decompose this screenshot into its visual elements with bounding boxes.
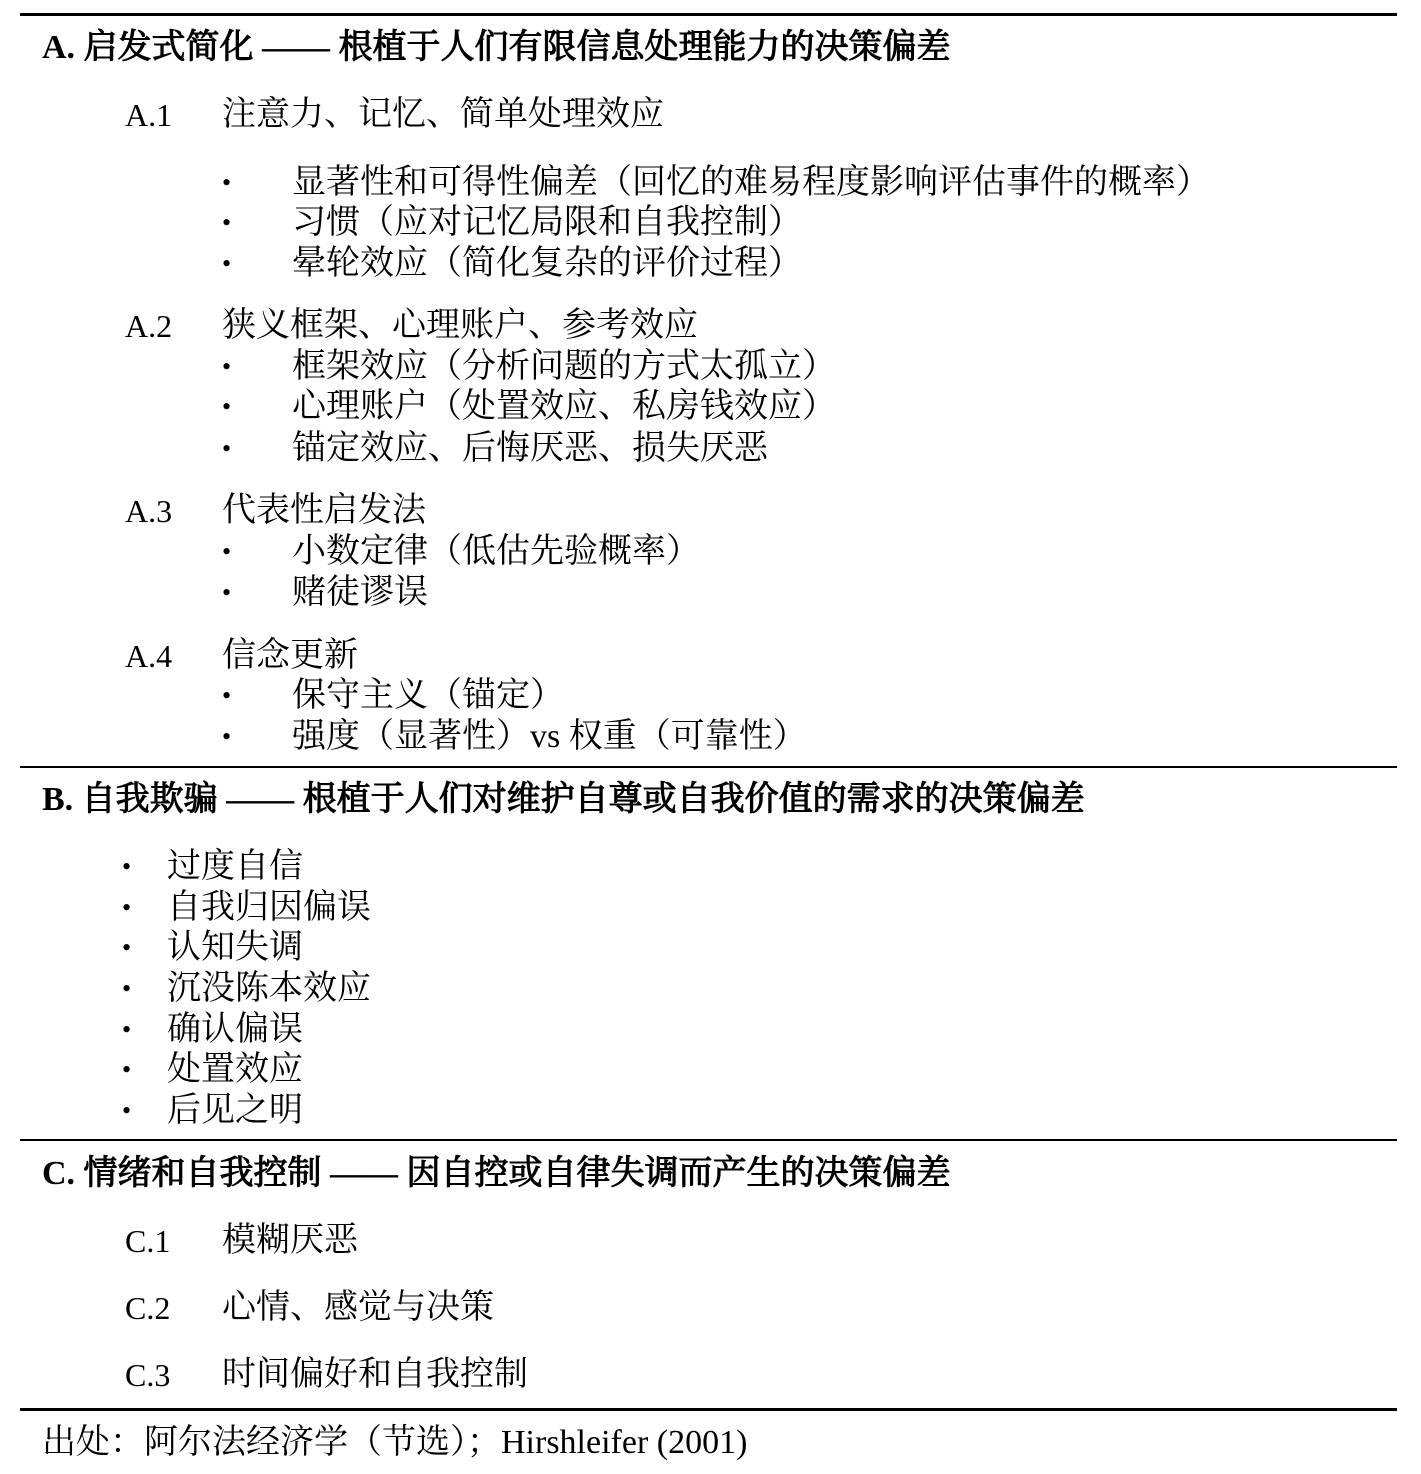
bullet-icon: • xyxy=(222,249,232,278)
bullet-icon: • xyxy=(122,1015,132,1044)
bullet-icon: • xyxy=(222,578,232,607)
group-title: 代表性启发法 xyxy=(222,492,426,529)
list-item-text: 强度（显著性）vs 权重（可靠性） xyxy=(292,718,807,755)
group-label: C.2 xyxy=(125,1290,171,1326)
group-c2 xyxy=(0,1288,1421,1328)
group-label: A.1 xyxy=(125,97,173,133)
list-item-text: 后见之明 xyxy=(167,1092,303,1129)
list-item-text: 习惯（应对记忆局限和自我控制） xyxy=(292,204,802,241)
list-item-text: 赌徒谬误 xyxy=(292,574,428,611)
bullet-icon: • xyxy=(222,537,232,566)
list-item xyxy=(0,163,1421,203)
list-item xyxy=(0,888,1421,928)
bullet-icon: • xyxy=(122,933,132,962)
group-a2 xyxy=(0,306,1421,346)
list-item xyxy=(0,1010,1421,1050)
bullet-icon: • xyxy=(222,722,232,751)
bullet-icon: • xyxy=(122,1055,132,1084)
bullet-icon: • xyxy=(122,852,132,881)
list-item-text: 沉没陈本效应 xyxy=(167,970,371,1007)
group-c3 xyxy=(0,1355,1421,1395)
list-item-text: 过度自信 xyxy=(167,848,303,885)
list-item xyxy=(0,1091,1421,1131)
group-title: 模糊厌恶 xyxy=(222,1222,358,1259)
list-item-text: 保守主义（锚定） xyxy=(292,677,564,714)
group-title: 狭义框架、心理账户、参考效应 xyxy=(222,307,698,344)
list-item xyxy=(0,387,1421,427)
group-title: 时间偏好和自我控制 xyxy=(222,1356,528,1393)
list-item xyxy=(0,676,1421,716)
list-item xyxy=(0,969,1421,1009)
list-item-text: 框架效应（分析问题的方式太孤立） xyxy=(292,348,836,385)
bullet-icon: • xyxy=(222,681,232,710)
group-a4 xyxy=(0,636,1421,676)
list-item-text: 认知失调 xyxy=(167,929,303,966)
list-item xyxy=(0,847,1421,887)
bullet-icon: • xyxy=(222,208,232,237)
group-title: 心情、感觉与决策 xyxy=(222,1289,494,1326)
list-item xyxy=(0,1050,1421,1090)
list-item-text: 小数定律（低估先验概率） xyxy=(292,533,700,570)
bullet-icon: • xyxy=(222,352,232,381)
list-item-text: 处置效应 xyxy=(167,1051,303,1088)
list-item-text: 晕轮效应（简化复杂的评价过程） xyxy=(292,245,802,282)
section-b-heading: B. 自我欺骗 —— 根植于人们对维护自尊或自我价值的需求的决策偏差 xyxy=(42,781,1085,818)
group-label: A.2 xyxy=(125,308,173,344)
list-item-text: 显著性和可得性偏差（回忆的难易程度影响评估事件的概率） xyxy=(292,164,1210,201)
group-label: C.1 xyxy=(125,1223,171,1259)
group-label: A.3 xyxy=(125,493,173,529)
top-rule xyxy=(20,13,1397,16)
bullet-icon: • xyxy=(222,168,232,197)
bullet-icon: • xyxy=(222,434,232,463)
list-item xyxy=(0,347,1421,387)
section-divider xyxy=(20,1139,1397,1141)
group-label: C.3 xyxy=(125,1357,171,1393)
group-a3 xyxy=(0,491,1421,531)
bullet-icon: • xyxy=(122,1096,132,1125)
group-title: 注意力、记忆、简单处理效应 xyxy=(222,96,664,133)
list-item xyxy=(0,532,1421,572)
group-title: 信念更新 xyxy=(222,637,358,674)
source-note: 出处：阿尔法经济学（节选）；Hirshleifer (2001) xyxy=(42,1424,748,1461)
list-item xyxy=(0,928,1421,968)
group-a1 xyxy=(0,95,1421,135)
section-c-heading: C. 情绪和自我控制 —— 因自控或自律失调而产生的决策偏差 xyxy=(42,1155,951,1192)
list-item-text: 心理账户（处置效应、私房钱效应） xyxy=(292,388,836,425)
list-item xyxy=(0,244,1421,284)
bullet-icon: • xyxy=(222,392,232,421)
group-label: A.4 xyxy=(125,638,173,674)
list-item xyxy=(0,717,1421,757)
list-item xyxy=(0,429,1421,469)
list-item xyxy=(0,573,1421,613)
group-c1 xyxy=(0,1221,1421,1261)
list-item-text: 自我归因偏误 xyxy=(167,889,371,926)
bottom-rule xyxy=(20,1408,1397,1411)
section-divider xyxy=(20,766,1397,768)
section-a-heading: A. 启发式简化 —— 根植于人们有限信息处理能力的决策偏差 xyxy=(42,29,951,66)
bullet-icon: • xyxy=(122,893,132,922)
list-item-text: 锚定效应、后悔厌恶、损失厌恶 xyxy=(292,430,768,467)
list-item xyxy=(0,203,1421,243)
list-item-text: 确认偏误 xyxy=(167,1011,303,1048)
bullet-icon: • xyxy=(122,974,132,1003)
